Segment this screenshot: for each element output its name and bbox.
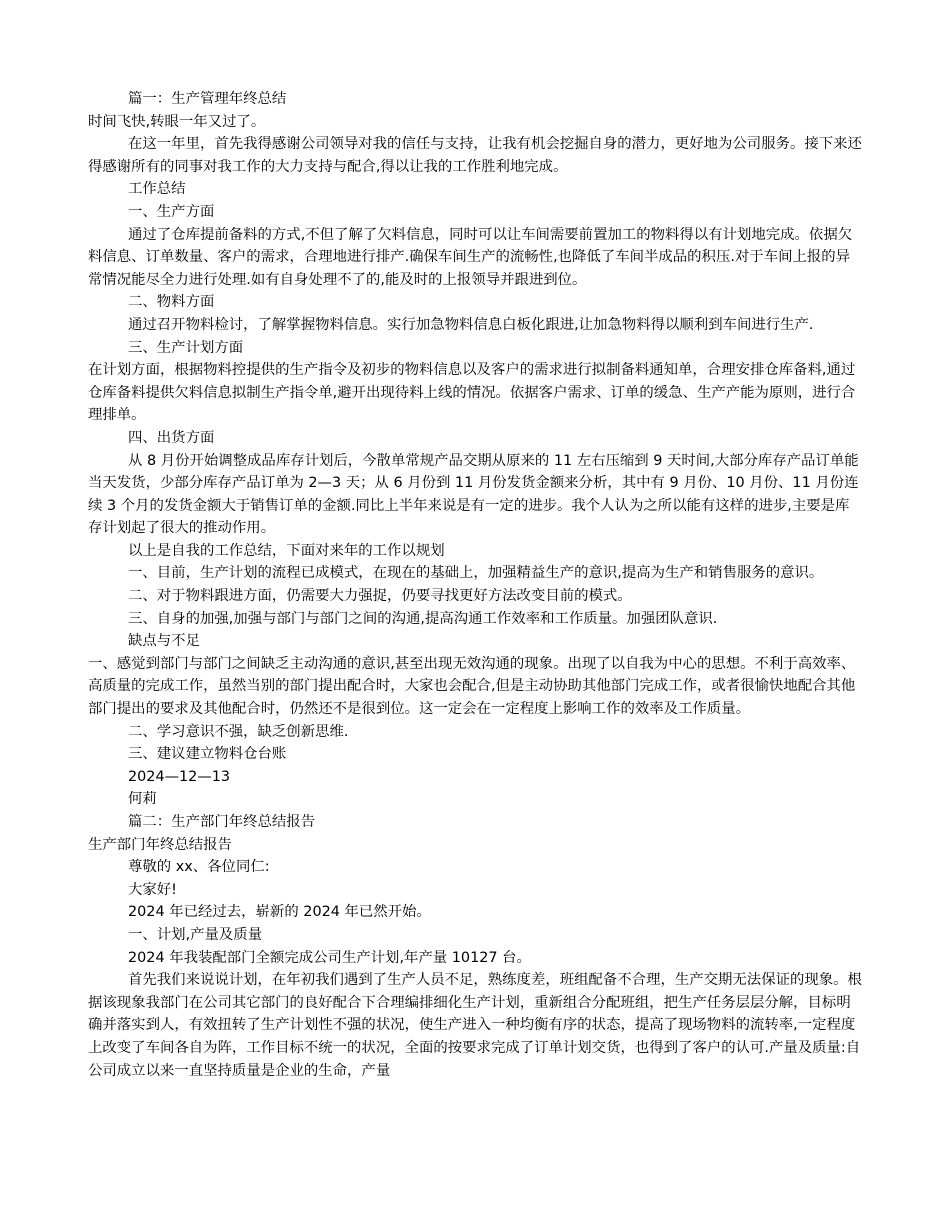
section-title: 篇二：生产部门年终总结报告 xyxy=(128,814,316,830)
author-name: 何莉 xyxy=(128,791,157,808)
subheading: 三、生产计划方面 xyxy=(128,339,244,356)
paragraph: 一、感觉到部门与部门之间缺乏主动沟通的意识,甚至出现无效沟通的现象。出现了以自我为中心的思想。不利于高效率、高质量的完成工作，虽然当别的部门提出配合时，大家也会配合,但是主动协助其他部门完成工作，或者很愉快地配合其他部门提出的要求及其他配合时，仍然还不是很到位。这一定会在一定程度上影响工作的效率及工作质量。 xyxy=(88,655,856,718)
section-title: 篇一：生产管理年终总结 xyxy=(128,91,287,107)
heading: 工作总结 xyxy=(128,181,186,198)
document-body xyxy=(88,88,862,1082)
paragraph: 从 8 月份开始调整成品库存计划后，今散单常规产品交期从原来的 11 左右压缩到 9 天时间,大部分库存产品订单能当天发货，少部分库存产品订单为 2—3 天；从 6 月份到 11 月份发货金额来分析，其中有 9 月份、10 月份、11 月份连续 3 个月的发货金额大于销售订单的金额.同比上半年来说是有一定的进步。我个人认为之所以能有这样的进步,主要是库存计划起了很大的推动作用。 xyxy=(88,452,859,537)
paragraph: 一、目前，生产计划的流程已成模式，在现在的基础上，加强精益生产的意识,提高为生产和销售服务的意识。 xyxy=(128,565,824,582)
date-line: 2024—12—13 xyxy=(128,768,231,785)
subheading: 二、物料方面 xyxy=(128,294,215,311)
paragraph: 二、学习意识不强，缺乏创新思维. xyxy=(128,723,349,740)
paragraph: 在这一年里，首先我得感谢公司领导对我的信任与支持，让我有机会挖掘自身的潜力，更好地为公司服务。接下来还得感谢所有的同事对我工作的大力支持与配合,得以让我的工作胜利地完成。 xyxy=(88,136,862,175)
paragraph: 在计划方面，根据物料控提供的生产指令及初步的物料信息以及客户的需求进行拟制备料通知单，合理安排仓库备料,通过仓库备料提供欠料信息拟制生产指令单,避开出现待料上线的情况。依据客户需求、订单的缓急、生产产能为原则，进行合理排单。 xyxy=(88,362,856,424)
subheading: 四、出货方面 xyxy=(128,429,215,446)
paragraph: 2024 年已经过去，崭新的 2024 年已然开始。 xyxy=(128,904,431,921)
paragraph: 二、对于物料跟进方面，仍需要大力强捉，仍要寻找更好方法改变目前的模式。 xyxy=(128,588,632,605)
paragraph: 2024 年我装配部门全额完成公司生产计划,年产量 10127 台。 xyxy=(128,949,531,966)
paragraph: 通过召开物料检讨，了解掌握物料信息。实行加急物料信息白板化跟进,让加急物料得以顺利到车间进行生产. xyxy=(128,316,814,333)
salutation: 尊敬的 xx、各位同仁: xyxy=(128,859,270,876)
paragraph: 三、建议建立物料仓台账 xyxy=(128,746,287,763)
subheading: 一、生产方面 xyxy=(128,203,215,220)
subheading: 一、计划,产量及质量 xyxy=(128,926,263,943)
greeting: 大家好! xyxy=(128,881,177,898)
paragraph: 以上是自我的工作总结，下面对来年的工作以规划 xyxy=(128,542,445,559)
paragraph: 首先我们来说说计划，在年初我们遇到了生产人员不足，熟练度差，班组配备不合理，生产交期无法保证的现象。根据该现象我部门在公司其它部门的良好配合下合理编排细化生产计划，重新组合分配班组，把生产任务层层分解，目标明确并落实到人，有效扭转了生产计划性不强的状况，使生产进入一种均衡有序的状态，提高了现场物料的流转率,一定程度上改变了车间各自为阵，工作目标不统一的状况，全面的按要求完成了订单计划交货，也得到了客户的认可.产量及质量:自公司成立以来一直坚持质量是企业的生命，产量 xyxy=(88,972,862,1079)
report-title: 生产部门年终总结报告 xyxy=(88,836,232,853)
paragraph: 三、自身的加强,加强与部门与部门之间的沟通,提高沟通工作效率和工作质量。加强团队意识. xyxy=(128,610,718,627)
heading: 缺点与不足 xyxy=(128,633,200,650)
paragraph: 时间飞快,转眼一年又过了。 xyxy=(88,113,266,130)
paragraph: 通过了仓库提前备料的方式,不但了解了欠料信息，同时可以让车间需要前置加工的物料得以有计划地完成。依据欠料信息、订单数量、客户的需求，合理地进行排产.确保车间生产的流畅性,也降低了车间半成品的积压.对于车间上报的异常情况能尽全力进行处理.如有自身处理不了的,能及时的上报领导并跟进到位。 xyxy=(88,226,853,288)
